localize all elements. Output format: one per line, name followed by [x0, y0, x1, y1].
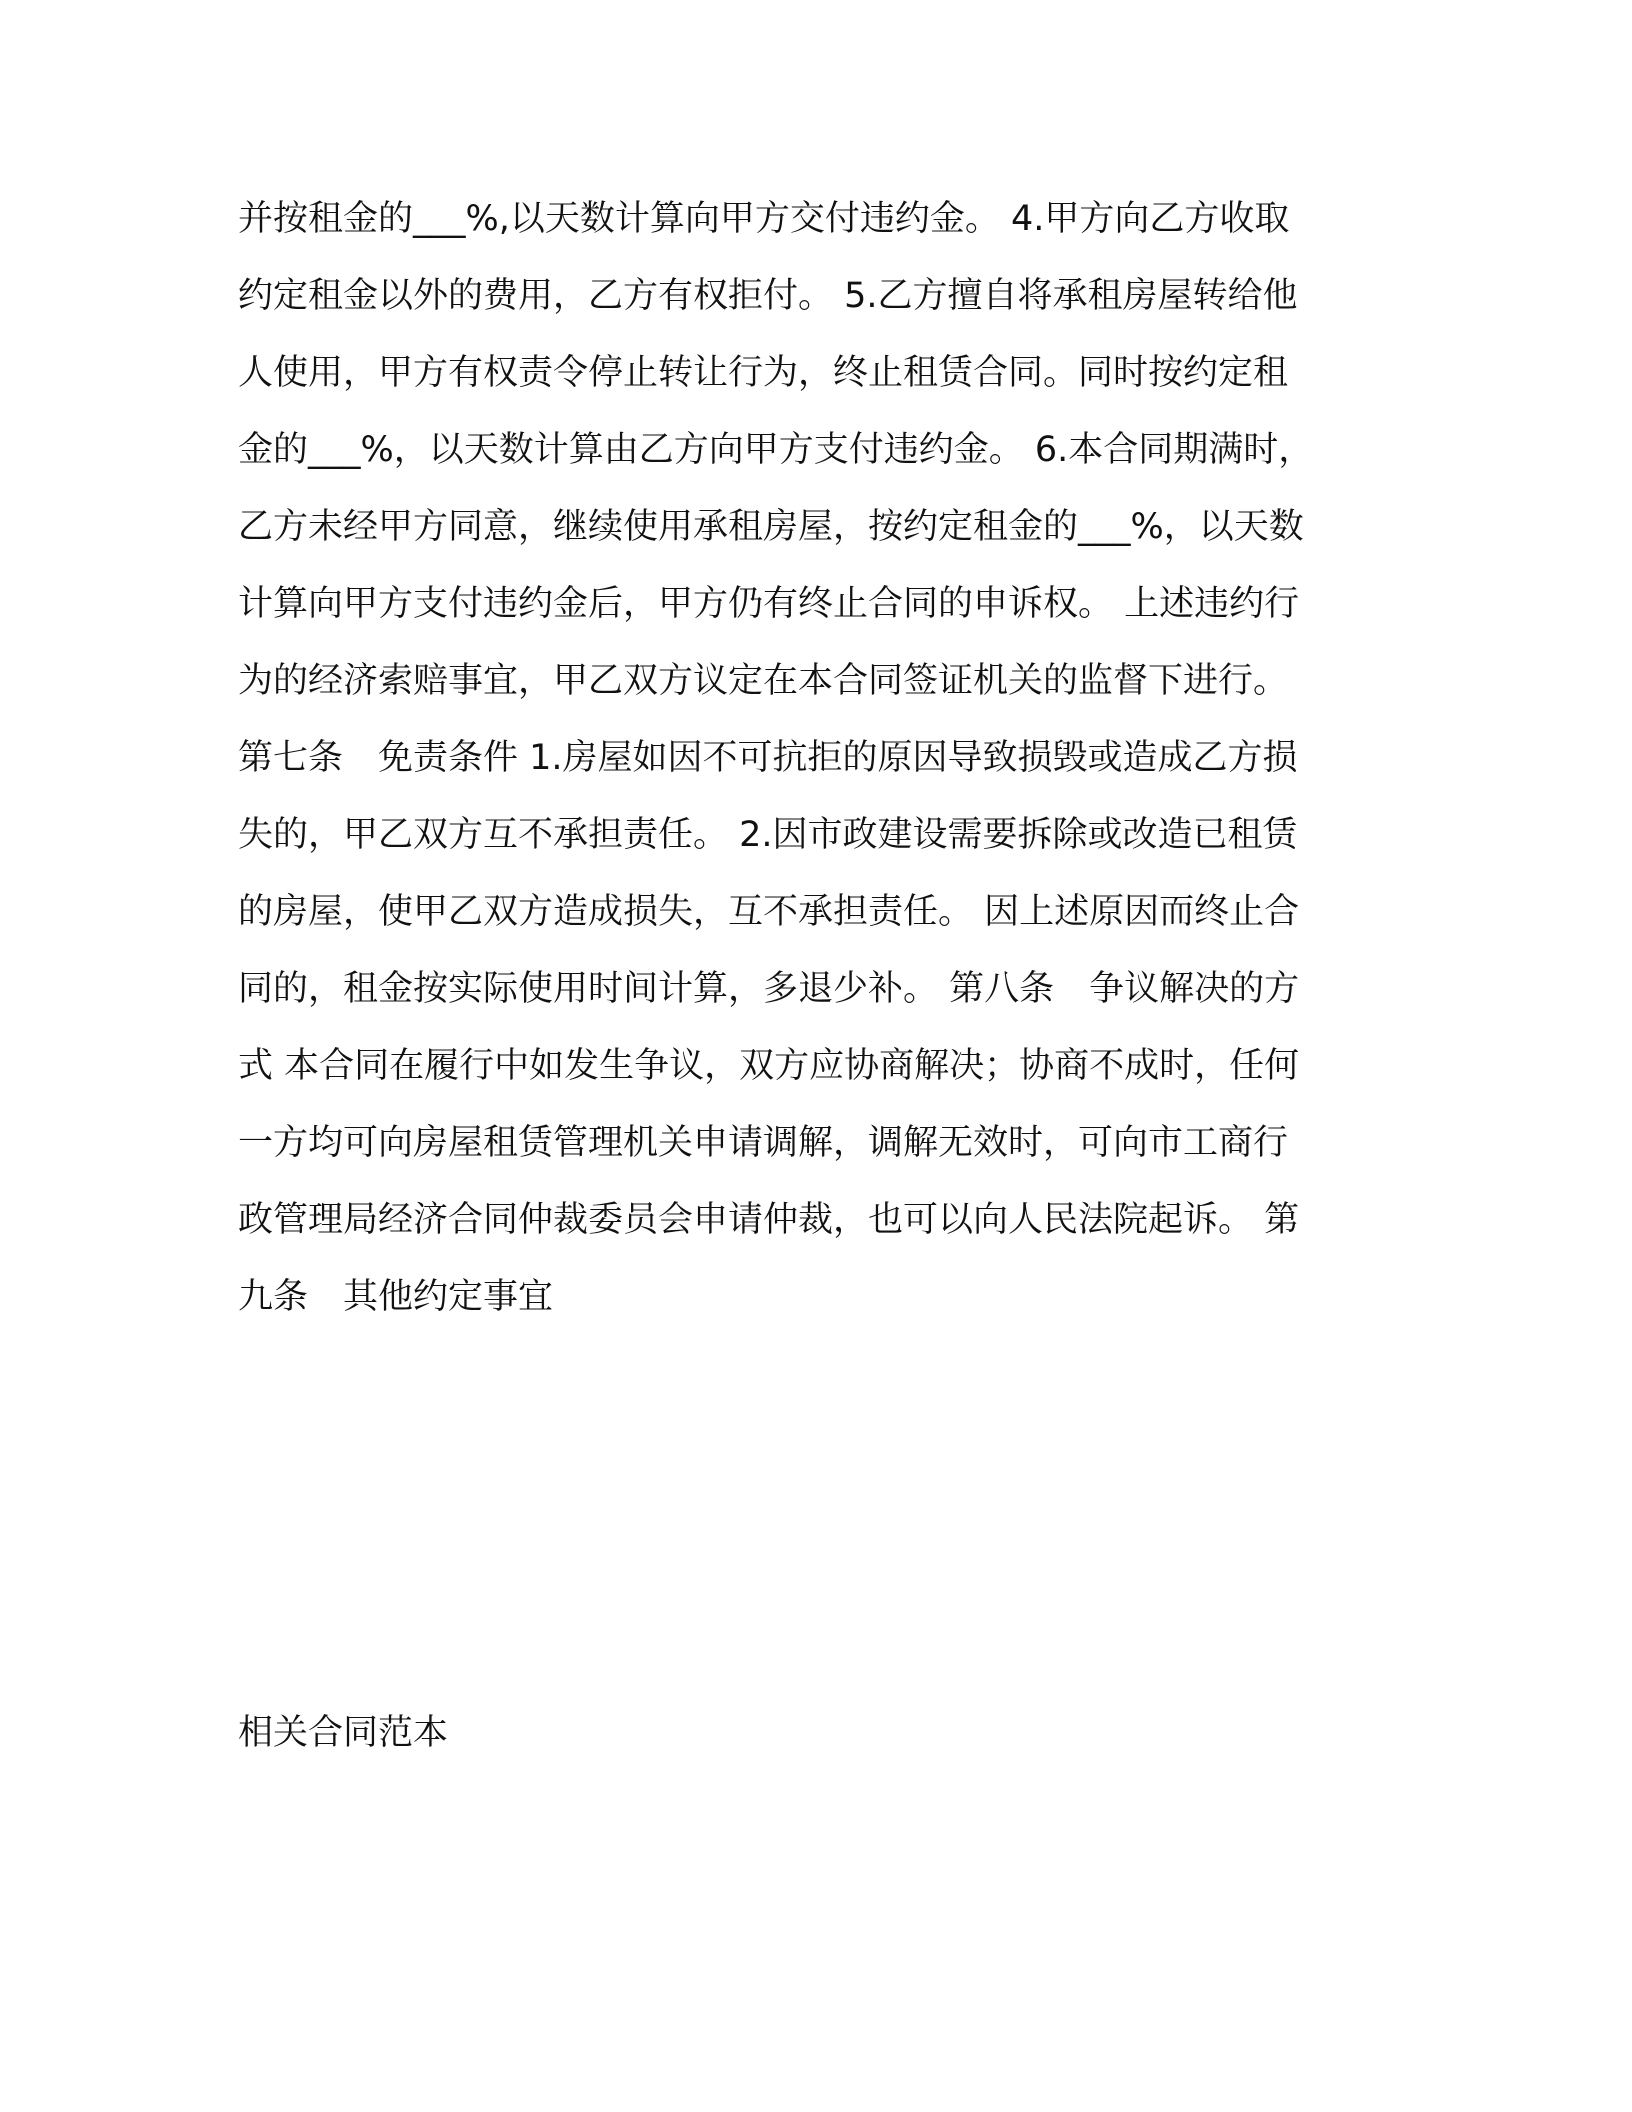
- text-line: 乙方未经甲方同意，继续使用承租房屋，按约定租金的___%，以天数: [238, 507, 1304, 547]
- text-line: 同的，租金按实际使用时间计算，多退少补。 第八条 争议解决的方: [238, 969, 1300, 1009]
- text-line: 政管理局经济合同仲裁委员会申请仲裁，也可以向人民法院起诉。 第: [238, 1200, 1300, 1240]
- text-line: 第七条 免责条件 1.房屋如因不可抗拒的原因导致损毁或造成乙方损: [238, 738, 1298, 778]
- text-line: 失的，甲乙双方互不承担责任。 2.因市政建设需要拆除或改造已租赁: [238, 815, 1298, 855]
- text-line: 金的___%，以天数计算由乙方向甲方支付违约金。 6.本合同期满时，: [238, 430, 1314, 470]
- related-contracts-heading: 相关合同范本: [238, 1713, 449, 1753]
- text-line: 式 本合同在履行中如发生争议，双方应协商解决；协商不成时，任何: [238, 1046, 1300, 1086]
- text-line: 一方均可向房屋租赁管理机关申请调解，调解无效时，可向市工商行: [238, 1123, 1289, 1163]
- text-line: 为的经济索赔事宜，甲乙双方议定在本合同签证机关的监督下进行。: [238, 661, 1289, 701]
- text-line: 计算向甲方支付违约金后，甲方仍有终止合同的申诉权。 上述违约行: [238, 584, 1300, 624]
- text-line: 的房屋，使甲乙双方造成损失，互不承担责任。 因上述原因而终止合: [238, 892, 1300, 932]
- contract-body-text: [238, 190, 1408, 1345]
- text-line: 九条 其他约定事宜: [238, 1277, 554, 1317]
- text-line: 并按租金的___%,以天数计算向甲方交付违约金。 4.甲方向乙方收取: [238, 199, 1290, 239]
- text-line: 约定租金以外的费用，乙方有权拒付。 5.乙方擅自将承租房屋转给他: [238, 276, 1298, 316]
- text-line: 人使用，甲方有权责令停止转让行为，终止租赁合同。同时按约定租: [238, 353, 1289, 393]
